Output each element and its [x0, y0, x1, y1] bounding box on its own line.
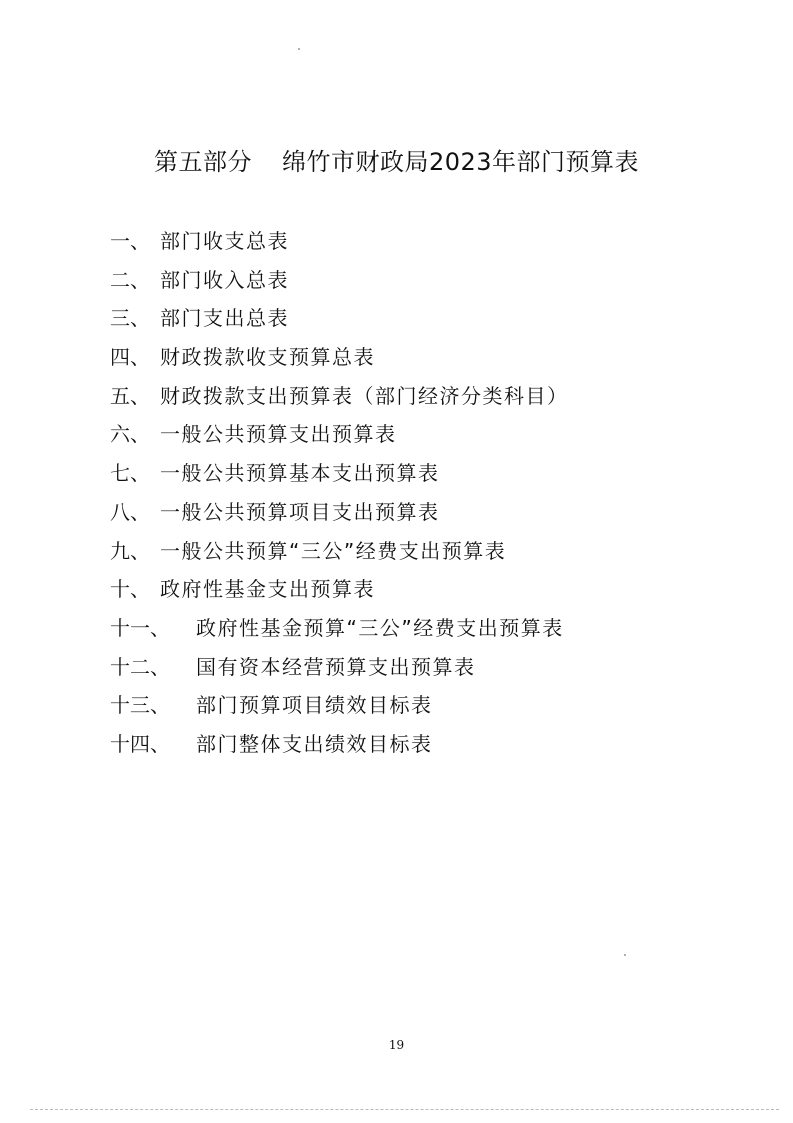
toc-item [110, 609, 569, 648]
toc-item-label: 国有资本经营预算支出预算表 [196, 654, 476, 679]
toc-item [110, 338, 569, 377]
toc-item [110, 648, 569, 687]
page-title [0, 142, 793, 177]
toc-item [110, 570, 569, 609]
toc-item-number: 四、 [110, 345, 150, 370]
toc-item [110, 222, 569, 261]
toc-item [110, 415, 569, 454]
toc-item [110, 299, 569, 338]
toc-item [110, 377, 569, 416]
toc-item [110, 686, 569, 725]
toc-item-number: 七、 [110, 461, 150, 486]
toc-item-number: 十三、 [110, 693, 170, 718]
toc-item-number: 二、 [110, 267, 150, 292]
toc-item-label: 一般公共预算支出预算表 [160, 422, 397, 447]
toc-item-number: 六、 [110, 422, 150, 447]
toc-item-number: 三、 [110, 306, 150, 331]
toc-item-label: 部门整体支出绩效目标表 [196, 731, 433, 756]
toc-item-label: 一般公共预算“三公”经费支出预算表 [160, 538, 507, 563]
title-part: 第五部分 [153, 148, 252, 176]
toc-item-label: 部门支出总表 [160, 306, 289, 331]
toc-item [110, 532, 569, 571]
toc-item-number: 十、 [110, 577, 150, 602]
toc-item-label: 财政拨款收支预算总表 [160, 345, 375, 370]
toc-item-number: 九、 [110, 538, 150, 563]
toc-item-number: 八、 [110, 499, 150, 524]
toc-item-number: 五、 [110, 383, 150, 408]
toc-item [110, 725, 569, 764]
scan-edge-line [30, 1109, 779, 1110]
toc-item-number: 十一、 [110, 615, 170, 640]
toc-item-label: 部门收入总表 [160, 267, 289, 292]
page-number: 19 [388, 1038, 405, 1052]
toc-item-label: 财政拨款支出预算表（部门经济分类科目） [160, 383, 569, 408]
scan-speck [624, 954, 626, 956]
table-of-contents [110, 222, 569, 764]
toc-item-label: 部门预算项目绩效目标表 [196, 693, 433, 718]
toc-item [110, 261, 569, 300]
toc-item-number: 一、 [110, 229, 150, 253]
toc-item [110, 493, 569, 532]
toc-item-number: 十四、 [110, 731, 170, 756]
toc-item-label: 一般公共预算项目支出预算表 [160, 499, 440, 524]
toc-item-label: 部门收支总表 [160, 229, 289, 253]
title-name: 绵竹市财政局2023年部门预算表 [281, 148, 640, 176]
toc-item-number: 十二、 [110, 654, 170, 679]
toc-item-label: 政府性基金支出预算表 [160, 577, 375, 602]
toc-item-label: 一般公共预算基本支出预算表 [160, 461, 440, 486]
toc-item [110, 454, 569, 493]
scan-speck [298, 48, 300, 50]
toc-item-label: 政府性基金预算“三公”经费支出预算表 [196, 615, 564, 640]
